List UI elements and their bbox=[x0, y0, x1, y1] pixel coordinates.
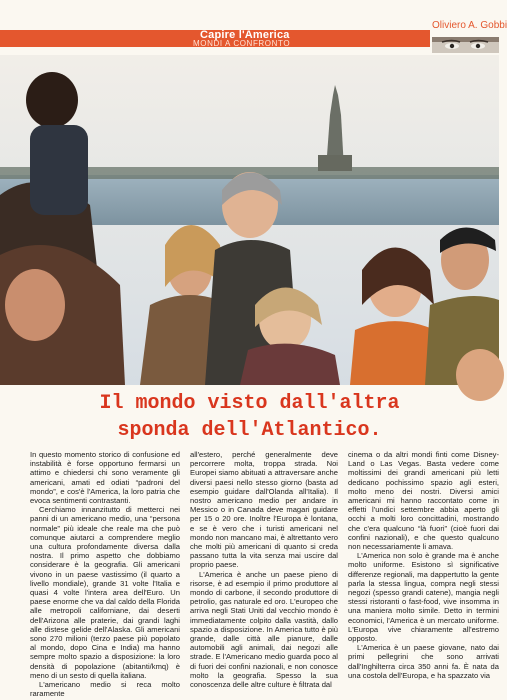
paragraph: L'America è anche un paese pieno di risorse, è ad esempio il primo produttore al mondo di carbone, il secondo produttore di petrolio, gas naturale ed oro. L'europeo che arriva negli Stati Uniti dal vecchio mondo è immediatamente colpito dalla vastità, dallo spazio a disposizione. In America tutto è più grande, dalle città alle pianure, dalle automobili agli animali, dai negozi alle strade. E l'Americano medio guarda poco al di fuori dei confini nazionali, e non conosce molto la geografia. Spesso la sua conoscenza delle altre culture è filtrata dal bbox=[190, 569, 338, 690]
section-subtitle: MONDI A CONFRONTO bbox=[193, 39, 291, 48]
crowd-photo bbox=[0, 55, 499, 385]
paragraph: cinema o da altri mondi finti come Disney-Land o Las Vegas. Basta vedere come moltissimi dei grandi americani più letti dedicano pochissimo spazio agli esteri, molto meno dei nostri. Diversi amici americani mi hanno raccontato come in effetti l'undici settembre abbia aperto gli occhi a molti loro concittadini, mostrando che c'era qualcuno “là fuori” (cioè fuori dai confini nazionali), e che questo qualcuno non necessariamente li amava. bbox=[348, 450, 499, 552]
author-portrait bbox=[432, 37, 499, 53]
article-column-3 bbox=[348, 450, 499, 700]
section-title: Capire l'America bbox=[200, 29, 290, 41]
paragraph: L'americano medio si reca molto raramente bbox=[30, 680, 180, 699]
paragraph: In questo momento storico di confusione ed instabilità è forse opportuno fermarsi un attimo e chiedersi chi sono veramente gli americani, amati ed odiati “padroni del mondo”, e cos'è l'America, la loro patria che evoca sentimenti contrastanti. bbox=[30, 450, 180, 506]
paragraph: L'America è un paese giovane, nato dai primi pellegrini che sono arrivati dall'Inghilterra circa 350 anni fa. È nata da una costola dell'Europa, e ha spazzato via bbox=[348, 643, 499, 680]
paragraph: all'estero, perché generalmente deve percorrere molta, troppa strada. Noi Europei siamo abituati a attraversare anche diversi paesi nello stesso giorno (basta ad esempio guidare dall'Olanda all'Italia). Il nostro americano medio per andare in Messico o in Canada deve magari guidare per 15 o 20 ore. Inoltre l'Europa è lontana, e se è vero che i turisti americani nel mondo non mancano mai, è altrettanto vero che molti più americani di quanto si creda passano tutta la vita senza mai uscire dal proprio paese. bbox=[190, 450, 338, 570]
article-column-2 bbox=[190, 450, 338, 700]
article-column-1 bbox=[30, 450, 180, 700]
author-name: Oliviero A. Gobbi bbox=[432, 20, 507, 31]
headline-line-1: Il mondo visto dall'altra bbox=[99, 392, 400, 415]
article-headline bbox=[0, 390, 499, 444]
headline-line-2: sponda dell'Atlantico. bbox=[117, 419, 382, 442]
paragraph: Cerchiamo innanzitutto di metterci nei panni di un americano medio, una “persona normale” più ideale che reale ma che può comunque aiutarci a comprendere meglio una cultura profondamente diversa dalla nostra. Il primo aspetto che dobbiamo considerare è la geografia. Gli americani vivono in un paese vastissimo (il quarto a livello mondiale), grande 31 volte l'Italia e quasi 4 volte l'intera area dell'Euro. Un paese enorme che va dal caldo della Florida alle metropoli californiane, dai deserti dell'Arizona alle praterie, dai grandi laghi alle distese gelide dell'Alaska. Gli americani sono 270 milioni (terzo paese più popolato al mondo, dopo Cina e India) ma hanno sempre molto spazio a disposizione: la loro densità di popolazione (abitanti/kmq) è meno di un sesto di quella italiana. bbox=[30, 505, 180, 680]
paragraph: L'America non solo è grande ma è anche molto uniforme. Esistono sì significative differenze regionali, ma dappertutto la gente parla la stessa lingua, compra negli stessi negozi (spesso grandi catene), mangia negli stessi ristoranti o fast-food, vive insomma in una maniera molto simile. Detto in termini economici, l'America è un mercato uniforme. L'Europa vive chiaramente all'estremo opposto. bbox=[348, 551, 499, 644]
